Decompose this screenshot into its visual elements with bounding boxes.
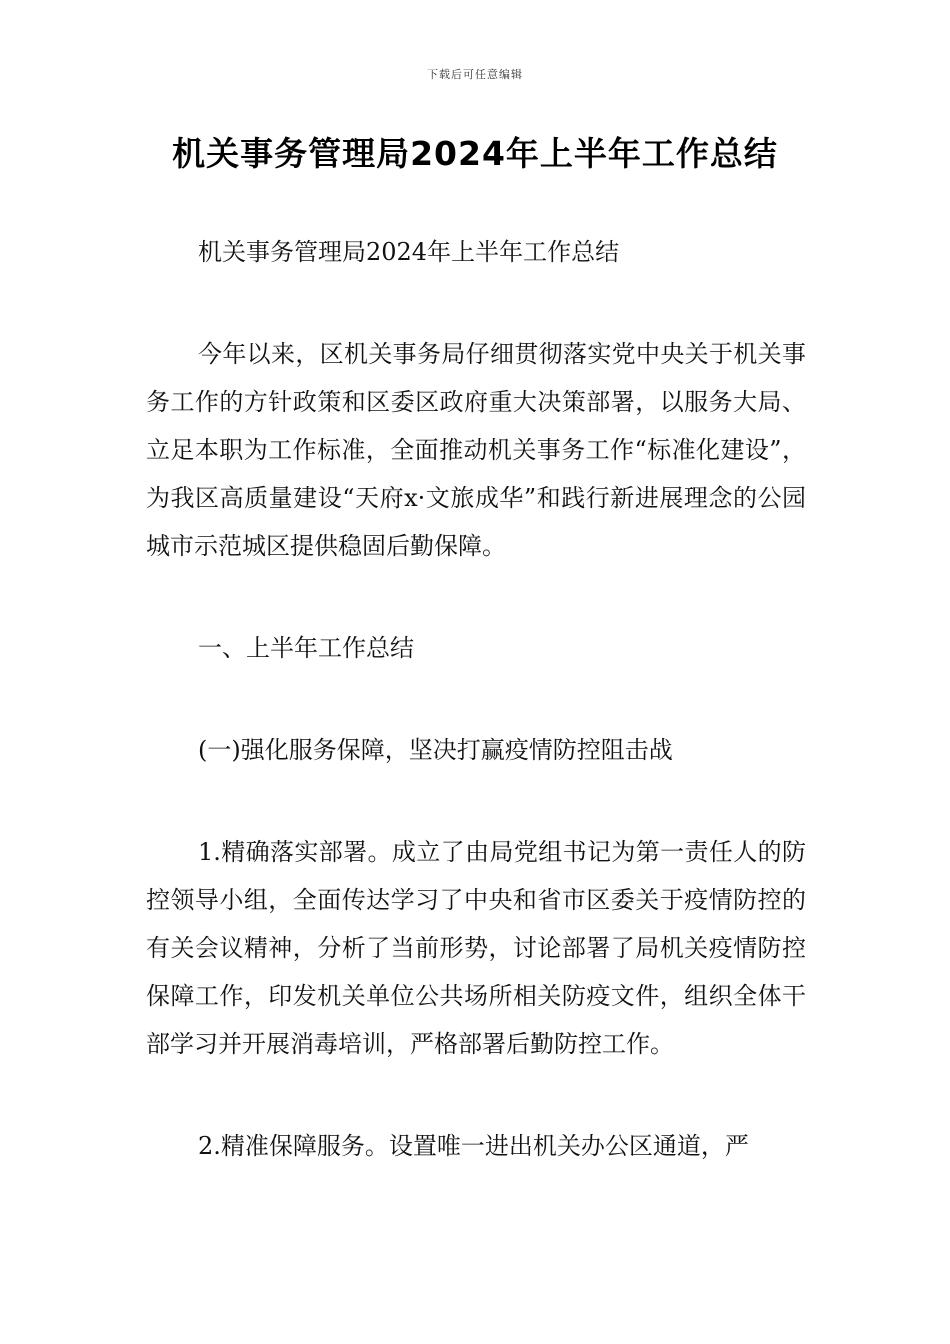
document-title: 机关事务管理局2024年上半年工作总结 [172, 134, 778, 173]
subsection-heading: (一)强化服务保障，坚决打赢疫情防控阻击战 [198, 736, 673, 764]
page-header-note: 下载后可任意编辑 [427, 68, 523, 81]
paragraph-item-1: 1.精确落实部署。成立了由局党组书记为第一责任人的防控领导小组，全面传达学习了中央和省市区委关于疫情防控的有关会议精神，分析了当前形势，讨论部署了局机关疫情防控保障工作，印发机关单位公共场所相关防疫文件，组织全体干部学习并开展消毒培训，严格部署后勤防控工作。 [146, 838, 806, 1058]
paragraph-intro: 今年以来，区机关事务局仔细贯彻落实党中央关于机关事务工作的方针政策和区委区政府重大决策部署，以服务大局、立足本职为工作标准，全面推动机关事务工作“标准化建设”，为我区高质量建设“天府x·文旅成华”和践行新进展理念的公园城市示范城区提供稳固后勤保障。 [146, 340, 806, 560]
paragraph-item-2: 2.精准保障服务。设置唯一进出机关办公区通道，严 [198, 1132, 749, 1160]
document-body [146, 228, 806, 1170]
section-heading: 一、上半年工作总结 [198, 634, 414, 662]
paragraph-subtitle: 机关事务管理局2024年上半年工作总结 [198, 238, 620, 266]
